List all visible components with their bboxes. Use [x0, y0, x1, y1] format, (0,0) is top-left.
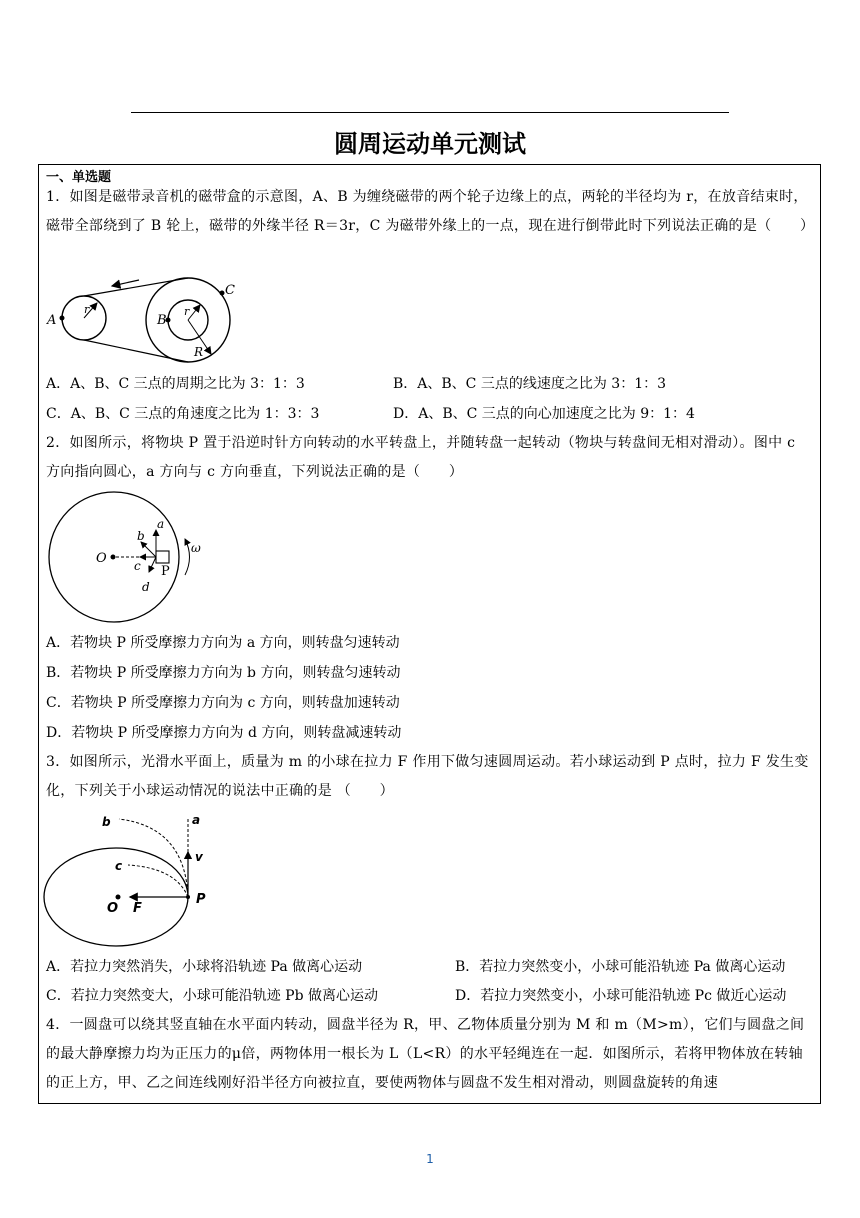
q3-label-c: c [115, 859, 123, 873]
q2-label-c: c [134, 559, 141, 573]
q2-option-c: C．若物块 P 所受摩擦力方向为 c 方向，则转盘加速转动 [46, 695, 400, 711]
q3-option-a: A．若拉力突然消失，小球将沿轨迹 Pa 做离心运动 [46, 959, 363, 975]
q2-label-d: d [142, 580, 150, 594]
q3-stem: 3．如图所示，光滑水平面上，质量为 m 的小球在拉力 F 作用下做匀速圆周运动。若小球运动到 P 点时，拉力 F 发生变化，下列关于小球运动情况的说法中正确的是 （ ） [46, 754, 809, 799]
q1-label-a: A [47, 313, 57, 328]
q2-label-omega: ω [191, 541, 201, 555]
header-rule [131, 112, 729, 113]
q1-option-a: A．A、B、C 三点的周期之比为 3：1：3 [46, 376, 305, 392]
q1-option-c: C．A、B、C 三点的角速度之比为 1：3：3 [46, 406, 320, 422]
q3-label-b: b [102, 815, 111, 829]
q3-figure-circular-motion [44, 810, 224, 950]
q3-label-f: F [133, 901, 142, 916]
q3-label-a: a [192, 813, 201, 827]
q3-label-v: v [195, 850, 203, 864]
q4-stem: 4．一圆盘可以绕其竖直轴在水平面内转动，圆盘半径为 R，甲、乙物体质量分别为 M 和 m（M>m），它们与圆盘之间的最大静摩擦力均为正压力的μ倍，两物体用一根长为 L（L<R）的水平轻绳连在一起．如图所示，若将甲物体放在转轴的正上方，甲、乙之间连线刚好沿半径方向被拉直，要使两物体与圆盘不发生相对滑动，则圆盘旋转的角速 [46, 1017, 805, 1091]
q2-label-o: O [96, 551, 107, 566]
q2-option-d: D．若物块 P 所受摩擦力方向为 d 方向，则转盘减速转动 [46, 725, 402, 741]
q1-option-d: D．A、B、C 三点的向心加速度之比为 9：1：4 [393, 406, 695, 422]
q2-label-p: P [161, 564, 170, 579]
q1-label-b: B [157, 313, 167, 328]
q3-option-c: C．若拉力突然变大，小球可能沿轨迹 Pb 做离心运动 [46, 988, 378, 1004]
q1-stem: 1．如图是磁带录音机的磁带盒的示意图，A、B 为缠绕磁带的两个轮子边缘上的点，两轮的半径均为 r，在放音结束时，磁带全部绕到了 B 轮上，磁带的外缘半径 R＝3r，C 为磁带外缘上的一点，现在进行倒带此时下列说法正确的是（ ） [46, 189, 815, 234]
q2-stem: 2．如图所示，将物块 P 置于沿逆时针方向转动的水平转盘上，并随转盘一起转动（物块与转盘间无相对滑动）。图中 c 方向指向圆心，a 方向与 c 方向垂直，下列说法正确的是（ ） [46, 435, 796, 480]
q2-option-b: B．若物块 P 所受摩擦力方向为 b 方向，则转盘匀速转动 [46, 665, 401, 681]
q1-label-r1: r [84, 303, 90, 316]
q2-option-a: A．若物块 P 所受摩擦力方向为 a 方向，则转盘匀速转动 [46, 635, 400, 651]
section-heading: 一、单选题 [46, 170, 112, 185]
q3-option-d: D．若拉力突然变小，小球可能沿轨迹 Pc 做近心运动 [455, 988, 787, 1004]
q3-option-b: B．若拉力突然变小，小球可能沿轨迹 Pa 做离心运动 [455, 959, 786, 975]
q1-label-r2: r [184, 305, 190, 318]
q2-label-a: a [157, 517, 165, 531]
q1-label-r-outer: R [194, 345, 204, 359]
page-title: 圆周运动单元测试 [334, 130, 526, 158]
q2-label-b: b [137, 529, 145, 543]
page-number: 1 [426, 1152, 434, 1166]
q3-label-p: P [196, 892, 206, 907]
q1-figure-tape-reels [44, 274, 244, 364]
q2-figure-turntable [44, 490, 214, 624]
q3-label-o: O [107, 901, 119, 916]
q1-option-b: B．A、B、C 三点的线速度之比为 3：1：3 [393, 376, 667, 392]
q1-label-c: C [225, 283, 235, 298]
